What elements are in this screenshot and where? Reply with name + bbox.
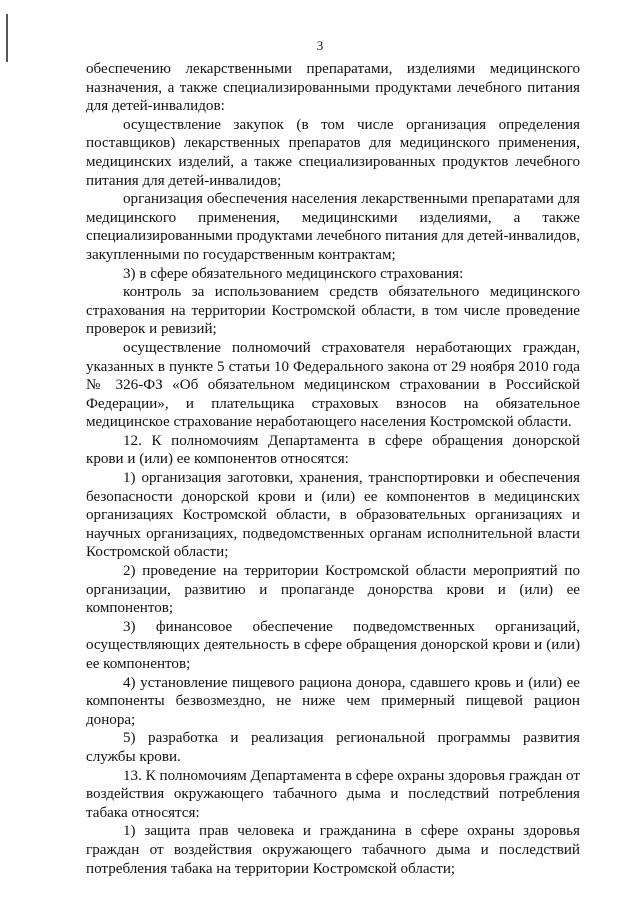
document-body bbox=[86, 60, 580, 878]
page-number: 3 bbox=[316, 38, 324, 53]
paragraph: 2) проведение на территории Костромской области мероприятий по организации, развитию и пропаганде донорства крови и (или) ее компонентов; bbox=[86, 563, 580, 617]
paragraph: 5) разработка и реализация региональной программы развития службы крови. bbox=[86, 730, 580, 765]
paragraph: 3) финансовое обеспечение подведомственных организаций, осуществляющих деятельность в сфере обращения донорской крови и (или) ее компонентов; bbox=[86, 618, 580, 672]
paragraph: 13. К полномочиям Департамента в сфере охраны здоровья граждан от воздействия окружающего табачного дыма и последствий потребления табака относятся: bbox=[86, 767, 580, 821]
paragraph: 1) защита прав человека и гражданина в сфере охраны здоровья граждан от воздействия окружающего табачного дыма и последствий потребления табака на территории Костромской области; bbox=[86, 823, 580, 877]
paragraph: осуществление полномочий страхователя неработающих граждан, указанных в пункте 5 статьи 10 Федерального закона от 29 ноября 2010 года № 326-ФЗ «Об обязательном медицинском страховании в Российской Федерации», и плательщика страховых взносов на обязательное медицинское страхование неработающего населения Костромской области. bbox=[86, 339, 580, 431]
paragraph: обеспечению лекарственными препаратами, изделиями медицинского назначения, а также специализированными продуктами лечебного питания для детей-инвалидов: bbox=[86, 61, 580, 115]
paragraph: 12. К полномочиям Департамента в сфере обращения донорской крови и (или) ее компонентов относятся: bbox=[86, 432, 580, 468]
paragraph: 3) в сфере обязательного медицинского страхования: bbox=[123, 265, 464, 282]
paragraph: организация обеспечения населения лекарственными препаратами для медицинского применения, медицинскими изделиями, а также специализированными продуктами лечебного питания для детей-инвалидов, закупленными по государственным контрактам; bbox=[86, 191, 580, 263]
paragraph: 1) организация заготовки, хранения, транспортировки и обеспечения безопасности донорской крови и (или) ее компонентов в медицинских организациях Костромской области, в образовательных организациях и научных организациях, подведомственных органам исполнительной власти Костромской области; bbox=[86, 470, 580, 561]
paragraph: осуществление закупок (в том числе организация определения поставщиков) лекарственных препаратов для медицинского применения, медицинских изделий, а также специализированных продуктов лечебного питания для детей-инвалидов; bbox=[86, 116, 580, 189]
paragraph: контроль за использованием средств обязательного медицинского страхования на территории Костромской области, в том числе проведение проверок и ревизий; bbox=[86, 284, 580, 338]
paragraph: 4) установление пищевого рациона донора, сдавшего кровь и (или) ее компоненты безвозмездно, не ниже чем примерный пищевой рацион донора; bbox=[86, 674, 580, 728]
